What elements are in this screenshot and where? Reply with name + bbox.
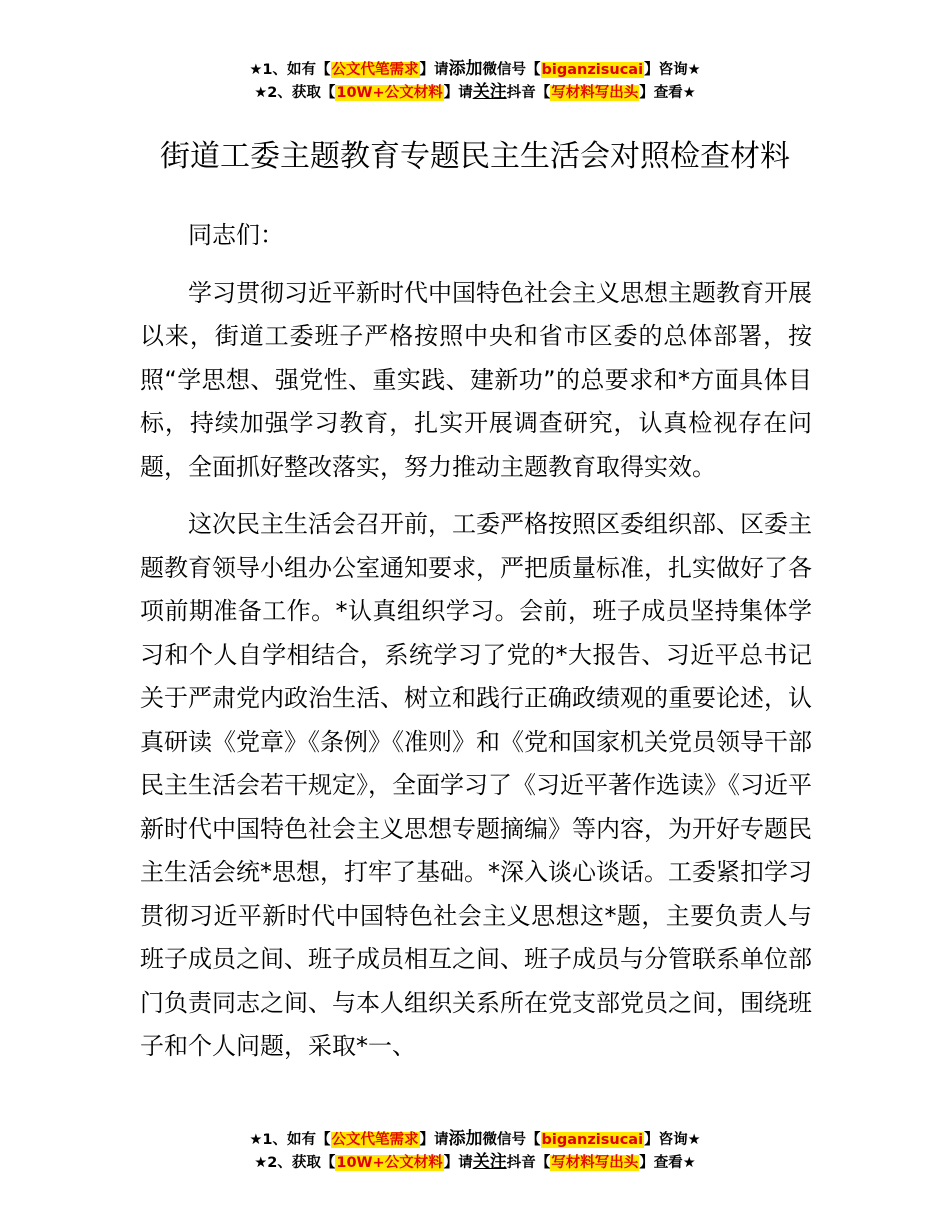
ad-emphasis: 添加 [448, 59, 483, 79]
ad-banner-top [0, 58, 950, 104]
ad-line-2 [0, 81, 950, 104]
ad-highlight: biganzisucai [541, 62, 644, 78]
ad-emphasis: 关注 [472, 82, 507, 102]
ad-line-2 [0, 1151, 950, 1174]
ad-text: 】查看★ [639, 1155, 696, 1171]
ad-line-1 [0, 1128, 950, 1151]
ad-text: 】咨询★ [644, 62, 701, 78]
ad-emphasis: 添加 [448, 1129, 483, 1149]
ad-highlight: 写材料写出头 [551, 85, 639, 101]
ad-text: ★1、如有【 [249, 62, 331, 78]
ad-text: 】查看★ [639, 85, 696, 101]
document-title: 街道工委主题教育专题民主生活会对照检查材料 [160, 139, 790, 175]
ad-banner-bottom [0, 1128, 950, 1174]
ad-line-1 [0, 58, 950, 81]
ad-emphasis: 关注 [472, 1152, 507, 1172]
ad-text: 微信号【 [482, 1132, 541, 1148]
ad-text: ★2、获取【 [254, 85, 336, 101]
paragraph-1: 学习贯彻习近平新时代中国特色社会主义思想主题教育开展以来，街道工委班子严格按照中央和省市区委的总体部署，按照“学思想、强党性、重实践、建新功”的总要求和*方面具体目标，持续加强学习教育，扎实开展调查研究，认真检视存在问题，全面抓好整改落实，努力推动主题教育取得实效。 [140, 278, 812, 481]
ad-text: 】请 [419, 1132, 449, 1148]
ad-text: ★2、获取【 [254, 1155, 336, 1171]
ad-text: ★1、如有【 [249, 1132, 331, 1148]
ad-text: 微信号【 [482, 62, 541, 78]
ad-text: 抖音【 [506, 85, 551, 101]
ad-highlight: 10W+公文材料 [336, 1155, 443, 1171]
ad-highlight: 公文代笔需求 [331, 62, 419, 78]
ad-text: 】咨询★ [644, 1132, 701, 1148]
ad-highlight: biganzisucai [541, 1132, 644, 1148]
document-body [140, 214, 812, 1083]
salutation: 同志们： [188, 221, 284, 249]
ad-highlight: 公文代笔需求 [331, 1132, 419, 1148]
ad-highlight: 10W+公文材料 [336, 85, 443, 101]
ad-text: 】请 [443, 85, 473, 101]
ad-highlight: 写材料写出头 [551, 1155, 639, 1171]
ad-text: 】请 [443, 1155, 473, 1171]
paragraph-2: 这次民主生活会召开前，工委严格按照区委组织部、区委主题教育领导小组办公室通知要求，严把质量标准，扎实做好了各项前期准备工作。*认真组织学习。会前，班子成员坚持集体学习和个人自学相结合，系统学习了党的*大报告、习近平总书记关于严肃党内政治生活、树立和践行正确政绩观的重要论述，认真研读《党章》《条例》《准则》和《党和国家机关党员领导干部民主生活会若干规定》，全面学习了《习近平著作选读》《习近平新时代中国特色社会主义思想专题摘编》等内容，为开好专题民主生活会统*思想，打牢了基础。*深入谈心谈话。工委紧扣学习贯彻习近平新时代中国特色社会主义思想这*题，主要负责人与班子成员之间、班子成员相互之间、班子成员与分管联系单位部门负责同志之间、与本人组织关系所在党支部党员之间，围绕班子和个人问题，采取*一、 [140, 510, 812, 1060]
ad-text: 抖音【 [506, 1155, 551, 1171]
ad-text: 】请 [419, 62, 449, 78]
